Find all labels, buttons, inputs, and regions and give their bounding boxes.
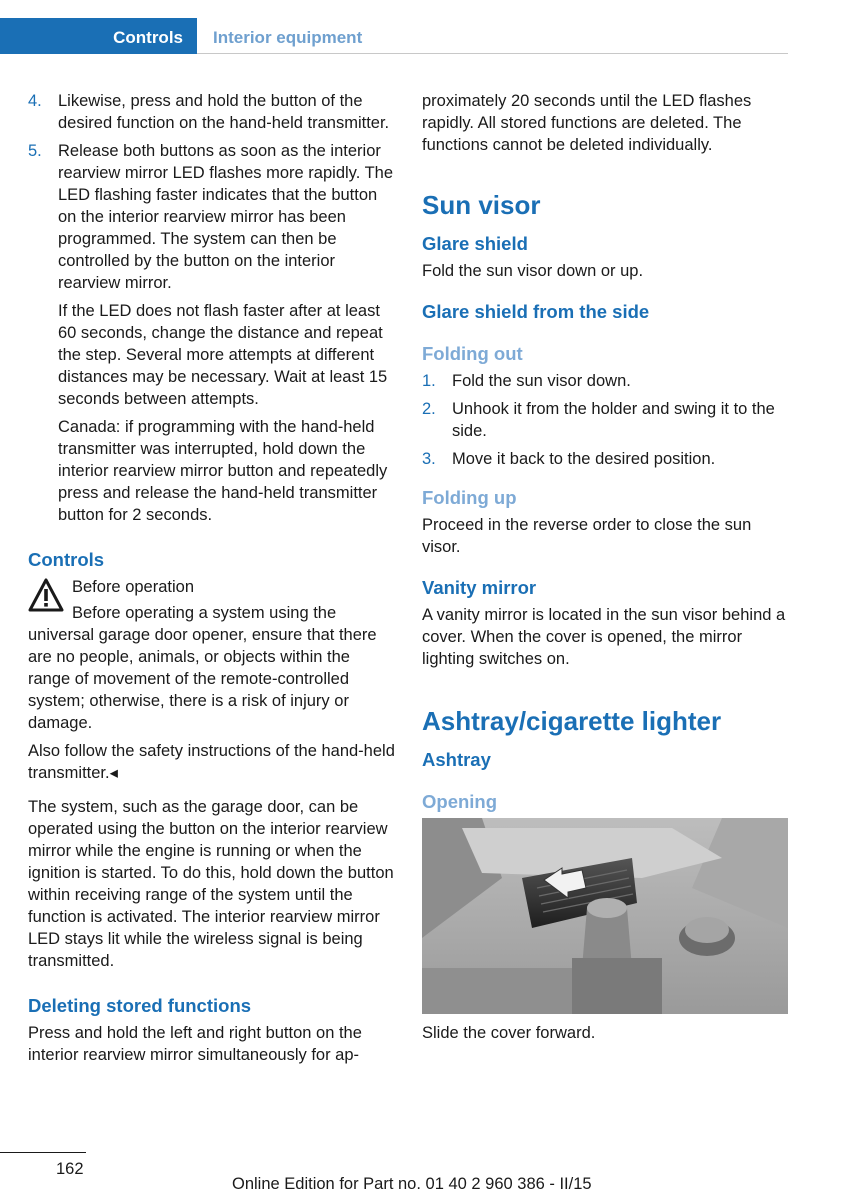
sun-visor-heading: Sun visor <box>422 190 541 220</box>
vanity-mirror-text: A vanity mirror is located in the sun visor behind a cover. When the cover is opened, the mirror lighting switches on. <box>422 606 786 668</box>
warning-icon <box>28 578 64 612</box>
folding-out-steps <box>422 370 792 470</box>
page-number: 162 <box>56 1160 84 1178</box>
system-description: The system, such as the garage door, can be operated using the button on the interior rearview mirror while the engine is running or when the ignition is started. To do this, hold down the button within receiving range of the system until the function is activated. The interior rearview mirror LED stays lit while the wireless signal is being transmitted. <box>28 798 394 970</box>
list-item <box>422 398 792 442</box>
opening-heading: Opening <box>422 791 498 812</box>
warning-title: Before operation <box>72 578 195 596</box>
step-text: Likewise, press and hold the button of the desired function on the hand-held transmitter. <box>58 92 390 132</box>
section-title: Interior equipment <box>213 28 363 47</box>
step-number: 5. <box>28 142 42 160</box>
glare-shield-heading: Glare shield <box>422 233 528 254</box>
ashtray-photo <box>422 818 788 1014</box>
delete-heading: Deleting stored functions <box>28 995 252 1016</box>
right-column <box>422 90 792 1050</box>
header-rule <box>197 53 788 54</box>
step-number: 3. <box>422 450 436 468</box>
step-text: Fold the sun visor down. <box>452 372 631 390</box>
delete-text: Press and hold the left and right button on the interior rearview mirror simultaneously for ap- <box>28 1024 362 1064</box>
folding-up-text: Proceed in the reverse order to close the sun visor. <box>422 516 752 556</box>
warning-text: Before operating a system using the universal garage door opener, ensure that there are no people, animals, or objects within the range of movement of the remote-controlled system; otherwise, there is a risk of injury or damage. <box>28 604 377 732</box>
list-item <box>28 90 396 134</box>
folding-out-heading: Folding out <box>422 343 523 364</box>
list-item <box>422 448 792 470</box>
safety-note: Also follow the safety instructions of the hand-held transmitter.◂ <box>28 742 395 782</box>
step-text: Unhook it from the holder and swing it to the side. <box>452 400 775 440</box>
left-column <box>28 90 396 1072</box>
ashtray-lighter-heading: Ashtray/cigarette lighter <box>422 706 722 736</box>
step-note: Canada: if programming with the hand-held transmitter was interrupted, hold down the interior rearview mirror button and repeatedly press and release the hand-held transmitter button for 2 seconds. <box>58 418 388 524</box>
photo-caption: Slide the cover forward. <box>422 1024 596 1042</box>
step-number: 1. <box>422 372 436 390</box>
vanity-mirror-heading: Vanity mirror <box>422 577 537 598</box>
step-number: 4. <box>28 92 42 110</box>
controls-heading: Controls <box>28 549 105 570</box>
step-note: If the LED does not flash faster after at least 60 seconds, change the distance and repeat the step. Several more attempts at different distances may be necessary. Wait at least 15 seconds between attempts. <box>58 302 388 408</box>
chapter-tab[interactable]: Controls <box>0 18 197 54</box>
glare-side-heading: Glare shield from the side <box>422 301 650 322</box>
warning-block <box>28 576 396 616</box>
programming-steps <box>28 90 396 526</box>
edition-note: Online Edition for Part no. 01 40 2 960 386 - II/15 <box>232 1175 592 1193</box>
glare-shield-text: Fold the sun visor down or up. <box>422 262 644 280</box>
step-text: Release both buttons as soon as the interior rearview mirror LED flashes more rapidly. The LED flashing faster indicates that the button on the interior rearview mirror has been programmed. The system can then be controlled by the button on the interior rearview mirror. <box>58 142 393 292</box>
list-item <box>422 370 792 392</box>
list-item <box>28 140 396 526</box>
step-number: 2. <box>422 400 436 418</box>
footer-rule <box>0 1152 86 1153</box>
ashtray-heading: Ashtray <box>422 749 491 770</box>
delete-continued: proximately 20 seconds until the LED flashes rapidly. All stored functions are deleted. The functions cannot be deleted individually. <box>422 92 752 154</box>
folding-up-heading: Folding up <box>422 487 517 508</box>
step-text: Move it back to the desired position. <box>452 450 716 468</box>
